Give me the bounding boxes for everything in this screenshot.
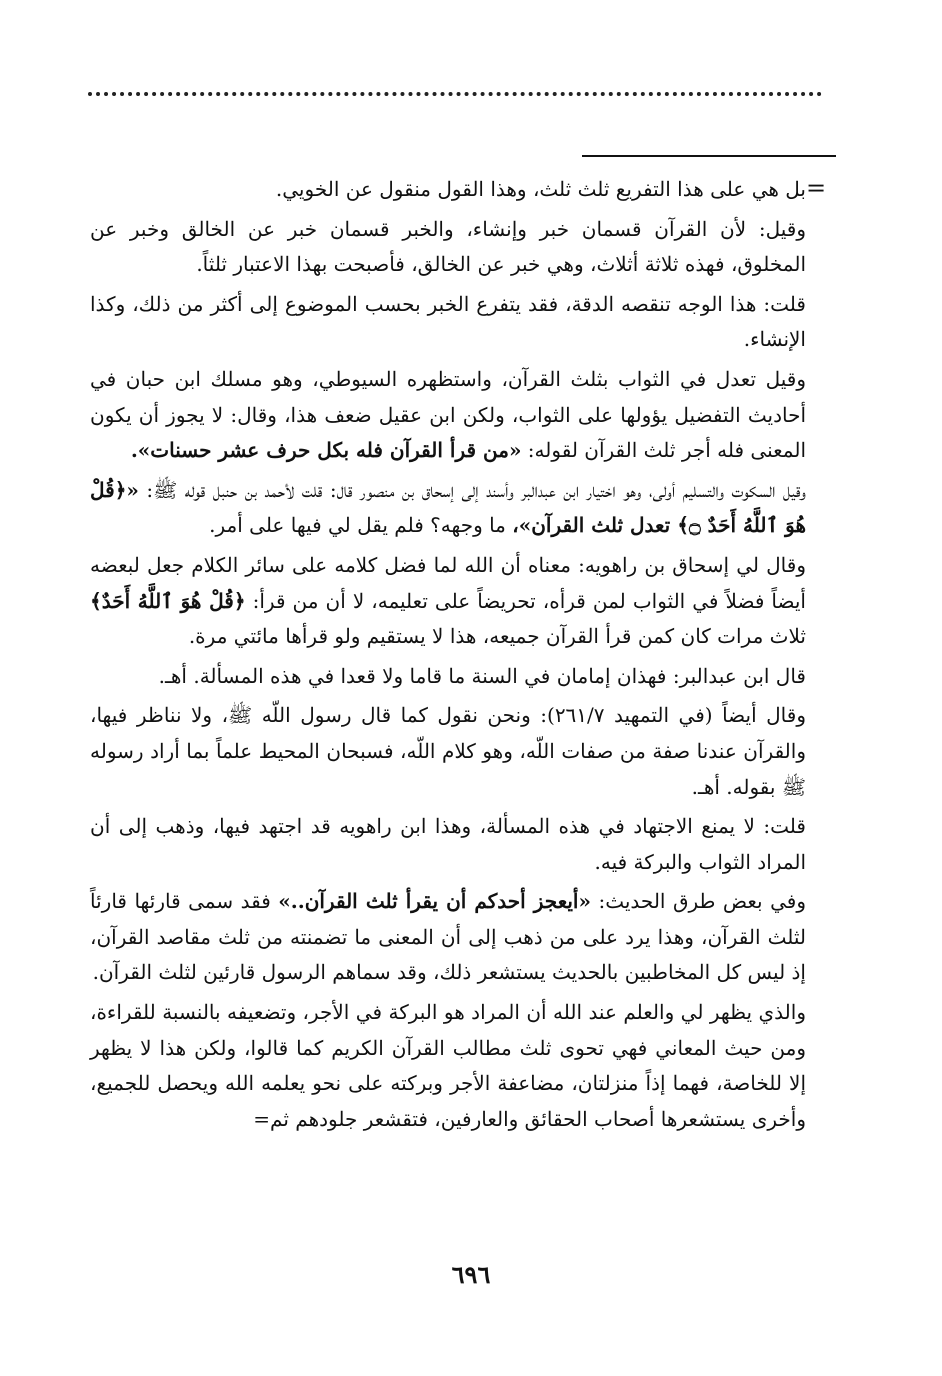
text-segment: فقد سمى قارئها قارئاً لثلث القرآن، وهذا يرد على من ذهب إلى أن المعنى ما تضمنته من ثلث مقاصد القرآن، إذ ليس كل المخاطبين بالحديث يستشعر ذلك، وقد سماهم الرسول قارئين لثلث القرآن. xyxy=(90,889,806,985)
paragraph xyxy=(90,659,806,695)
paragraph xyxy=(90,809,806,880)
hadith-quote: «أيعجز أحدكم أن يقرأ ثلث القرآن..» xyxy=(278,889,591,914)
page-number: ٦٩٦ xyxy=(451,1260,491,1289)
text-segment: وقال لي إسحاق بن راهويه: معناه أن الله لما فضل كلامه على سائر الكلام جعل لبعضه أيضاً فضلاً في الثواب لمن قرأه، تحريضاً على تعليمه، لا أن من قرأ: xyxy=(90,552,806,613)
paragraph xyxy=(90,212,806,283)
paragraph xyxy=(90,172,806,208)
text-segment: وقيل تعدل في الثواب بثلث القرآن، واستظهره السيوطي، وهو مسلك ابن حبان في أحاديث التفضيل يؤولها على الثواب، ولكن ابن عقيل ضعف هذا، وقال: لا يجوز أن يكون المعنى فله أجر ثلث القرآن لقوله: xyxy=(90,366,806,463)
paragraph xyxy=(90,884,806,991)
text-segment: قال ابن عبدالبر: فهذان إمامان في السنة ما قاما ولا قعدا في هذه المسألة. أهـ. xyxy=(158,663,806,688)
text-segment: وقيل السكوت والتسليم أولى، وهو اختيار ابن عبدالبر وأسند إلى إسحاق بن منصور قال: قلت لأحمد بن حنبل قوله ﷺ: xyxy=(138,477,806,502)
hadith-quote: «﴿قُلْ هُوَ ٱللَّهُ أَحَدٌ ۝﴾ تعدل ثلث القرآن»، xyxy=(90,477,806,538)
text-segment: وقال أيضاً (في التمهيد ٢٦١/٧): ونحن نقول كما قال رسول اللّه ﷺ، ولا نناظر فيها، والقرآن عندنا صفة من صفات اللّه، وهو كلام اللّه، فسبحان المحيط علماً بما أراد رسوله ﷺ بقوله. أهـ. xyxy=(90,703,806,799)
text-segment: وقيل: لأن القرآن قسمان خبر وإنشاء، والخبر قسمان خبر عن الخالق وخبر عن المخلوق، فهذه ثلاثة أثلاث، وهي خبر عن الخالق، فأصبحت بهذا الاعتبار ثلثاً. xyxy=(90,216,806,277)
paragraph xyxy=(90,548,806,655)
footnote-body xyxy=(90,172,806,1141)
continuation-mark: = xyxy=(806,174,827,202)
paragraph xyxy=(90,698,806,805)
text-segment: بل هي على هذا التفريع ثلث ثلث، وهذا القول منقول عن الخويي. xyxy=(275,177,806,201)
text-segment: والذي يظهر لي والعلم عند الله أن المراد هو البركة في الأجر، وتضعيفه بالنسبة للقراءة، ومن حيث المعاني فهي تحوى ثلث مطالب القرآن الكريم كما قالوا، ولكن هذا لا يظهر إلا للخاصة، فهما إذاً منزلتان، مضاعفة الأجر وبركته على نحو يعلمه الله ويحصل للجميع، وأخرى يستشعرها أصحاب الحقائق والعارفين، فتقشعر جلودهم ثم= xyxy=(90,1000,806,1131)
hadith-quote: «من قرأ القرآن فله بكل حرف عشر حسنات». xyxy=(130,438,522,463)
paragraph xyxy=(90,362,806,469)
header-dotted-rule xyxy=(88,92,822,108)
text-segment: قلت: هذا الوجه تنقصه الدقة، فقد يتفرع الخبر بحسب الموضوع إلى أكثر من ذلك، وكذا الإنشاء. xyxy=(90,291,806,352)
text-segment: قلت: لا يمنع الاجتهاد في هذه المسألة، وهذا ابن راهويه قد اجتهد فيها، وذهب إلى أن المراد الثواب والبركة فيه. xyxy=(90,814,806,874)
text-segment: وفي بعض طرق الحديث: xyxy=(590,889,806,914)
paragraph xyxy=(90,473,806,544)
quran-verse: ﴿قُلْ هُوَ ٱللَّهُ أَحَدٌ﴾ xyxy=(90,588,246,613)
paragraph xyxy=(90,287,806,358)
text-segment: ما وجهه؟ فلم يقل لي فيها على أمر. xyxy=(209,513,513,538)
footnote-separator-line xyxy=(582,155,836,157)
paragraph xyxy=(90,995,806,1137)
text-segment: ثلاث مرات كان كمن قرأ القرآن جميعه، هذا لا يستقيم ولو قرأها مائتي مرة. xyxy=(188,624,806,649)
